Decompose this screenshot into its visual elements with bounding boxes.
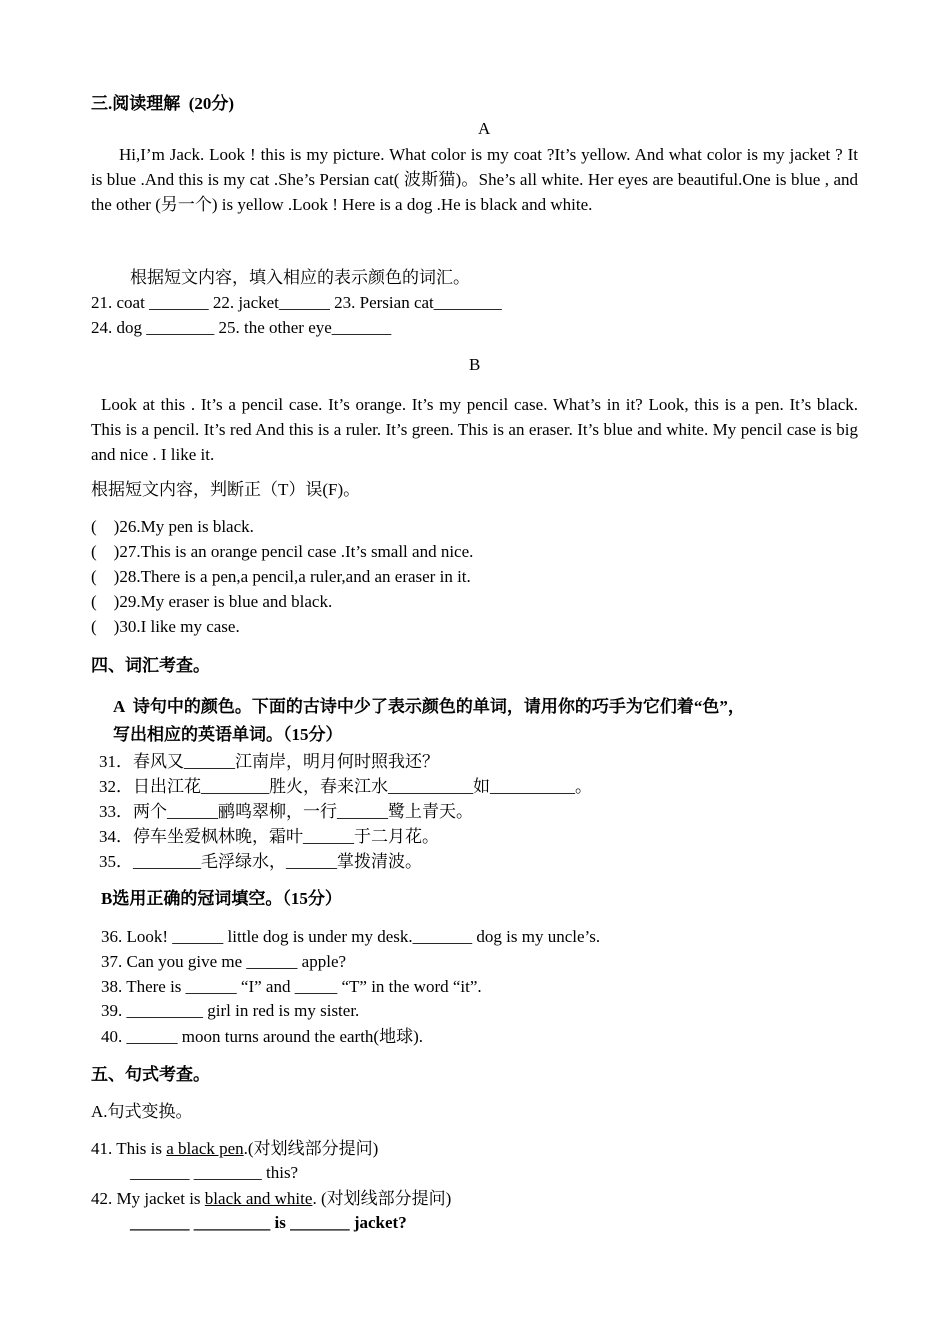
passage-a-text: Hi,I’m Jack. Look ! this is my picture. What color is my coat ?It’s yellow. And what color is my jacket ? It is blue .And this is my cat .She’s Persian cat( 波斯猫)。She’s all white. Her eyes are beautiful.One is blue , and the other (另一个) is yellow .Look ! Here is a dog .He is black and white.: [91, 145, 858, 214]
q42-answer-line: _______ _________ is _______ jacket?: [130, 1213, 407, 1232]
section-4-heading: 四、词汇考查。: [91, 656, 210, 675]
part-a-instruction: 写出相应的英语单词。（15分）: [113, 725, 343, 744]
passage-b-instruction: 根据短文内容，判断正（T）误(F)。: [91, 480, 361, 499]
tf-item: ( )30.I like my case.: [91, 617, 240, 636]
passage-a-label: A: [478, 119, 491, 138]
article-item: 36. Look! ______ little dog is under my desk._______ dog is my uncle’s.: [101, 927, 601, 946]
q41-prefix: 41. This is: [91, 1139, 167, 1158]
poem-item: 32．日出江花________胜火，春来江水__________如__________。: [99, 777, 592, 796]
section-5-heading: 五、句式考查。: [91, 1065, 210, 1084]
part-a-label: A.句式变换。: [91, 1102, 193, 1121]
tf-item: ( )27.This is an orange pencil case .It’s small and nice.: [91, 542, 474, 561]
tf-item: ( )29.My eraser is blue and black.: [91, 592, 333, 611]
q42-prefix: 42. My jacket is: [91, 1189, 205, 1208]
article-item: 38. There is ______ “I” and _____ “T” in the word “it”.: [101, 977, 482, 996]
passage-b-label: B: [469, 355, 481, 374]
article-item: 39. _________ girl in red is my sister.: [101, 1001, 360, 1020]
q41-underlined: a black pen: [166, 1139, 244, 1158]
section-3-heading: 三.阅读理解 (20分): [91, 94, 235, 113]
question-41: [91, 1138, 378, 1160]
q42-suffix: . (对划线部分提问): [312, 1189, 452, 1208]
part-a-instruction: A 诗句中的颜色。下面的古诗中少了表示颜色的单词，请用你的巧手为它们着“色”，: [113, 697, 745, 716]
poem-item: 31．春风又______江南岸，明月何时照我还？: [99, 752, 439, 771]
poem-item: 33．两个______鹂鸣翠柳，一行______鹭上青天。: [99, 802, 473, 821]
question-line: 21. coat _______ 22. jacket______ 23. Persian cat________: [91, 293, 502, 312]
question-line: 24. dog ________ 25. the other eye_______: [91, 318, 392, 337]
poem-item: 35．________毛浮绿水，______掌拨清波。: [99, 852, 422, 871]
tf-item: ( )28.There is a pen,a pencil,a ruler,and an eraser in it.: [91, 567, 471, 586]
poem-item: 34．停车坐爱枫林晚，霜叶______于二月花。: [99, 827, 439, 846]
article-item: 37. Can you give me ______ apple?: [101, 952, 347, 971]
q41-answer-line: _______ ________ this?: [130, 1163, 299, 1182]
part-b-heading: B选用正确的冠词填空。（15分）: [101, 889, 342, 908]
question-42: [91, 1188, 451, 1210]
passage-a-instruction: 根据短文内容，填入相应的表示颜色的词汇。: [130, 268, 470, 287]
article-item: 40. ______ moon turns around the earth(地球).: [101, 1027, 423, 1046]
passage-b-text: Look at this . It’s a pencil case. It’s orange. It’s my pencil case. What’s in it? Look, this is a pen. It’s black. This is a pencil. It’s red And this is a ruler. It’s green. This is an eraser. It’s blue and white. My pencil case is big and nice . I like it.: [91, 395, 858, 464]
tf-item: ( )26.My pen is black.: [91, 517, 254, 536]
q42-underlined: black and white: [204, 1189, 313, 1208]
q41-suffix: .(对划线部分提问): [243, 1139, 379, 1158]
